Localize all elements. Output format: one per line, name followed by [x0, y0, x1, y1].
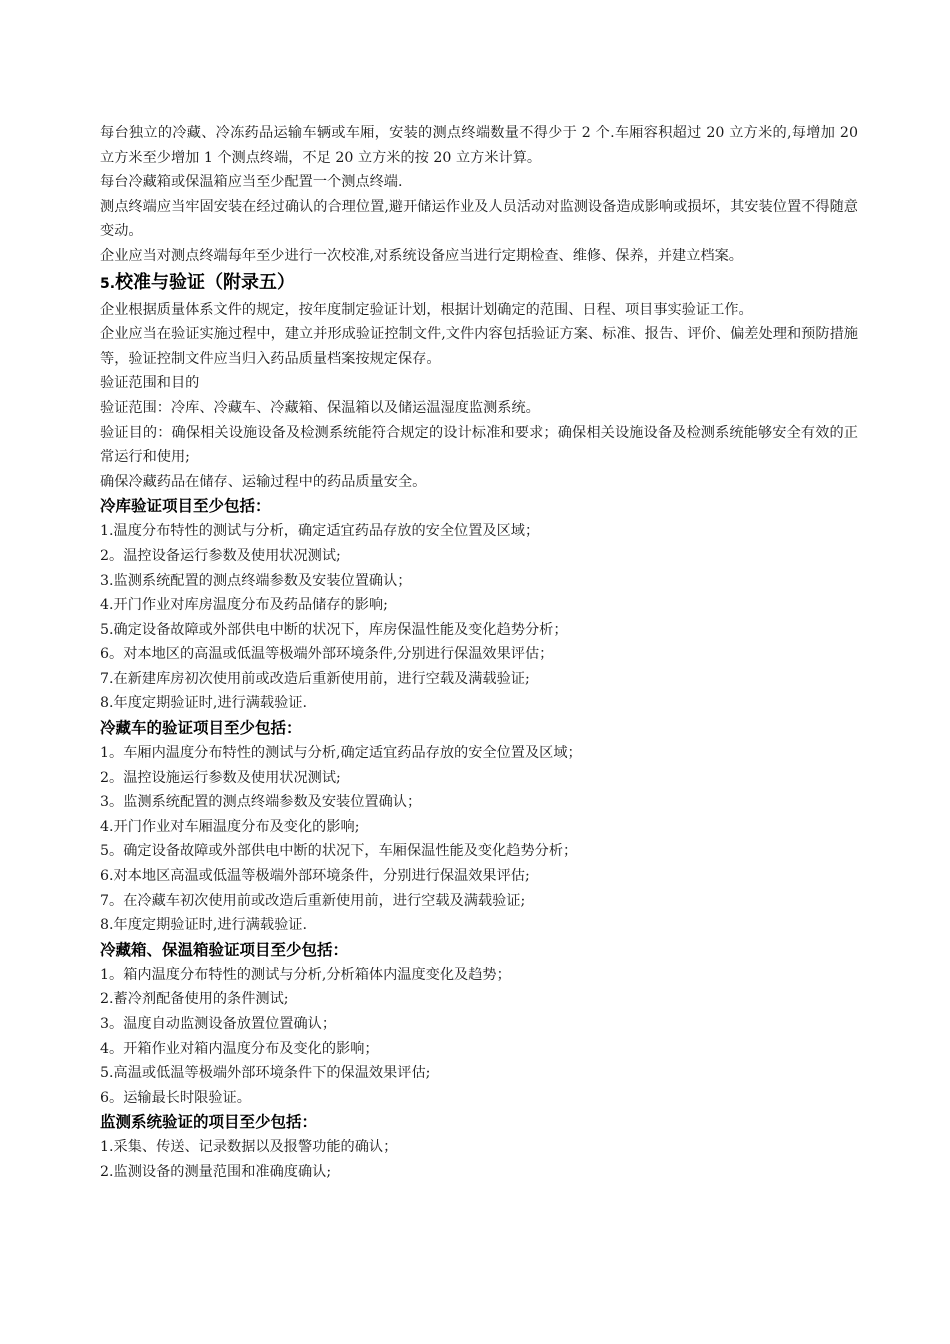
- list-item: 1。车厢内温度分布特性的测试与分析,确定适宜药品存放的安全位置及区域；: [100, 745, 582, 762]
- document-page: [100, 121, 858, 1185]
- section-5-paragraph: 验证目的：确保相关设施设备及检测系统能符合规定的设计标准和要求；确保相关设施设备及检测系统能够安全有效的正常运行和使用;: [100, 424, 858, 466]
- section-5-paragraph: 验证范围和目的: [100, 375, 200, 392]
- reefer-truck-heading: 冷藏车的验证项目至少包括：: [100, 719, 302, 738]
- list-item: 7.在新建库房初次使用前或改造后重新使用前，进行空载及满载验证;: [100, 670, 530, 687]
- list-item: 8.年度定期验证时,进行满载验证.: [100, 917, 307, 934]
- section-5-paragraph: 企业根据质量体系文件的规定，按年度制定验证计划，根据计划确定的范围、日程、项目事实验证工作。: [100, 301, 753, 318]
- list-item: 3。温度自动监测设备放置位置确认；: [100, 1016, 337, 1032]
- section-5-paragraph: 验证范围：冷库、冷藏车、冷藏箱、保温箱以及储运温湿度监测系统。: [100, 399, 540, 416]
- list-item: 1.温度分布特性的测试与分析，确定适宜药品存放的安全位置及区域；: [100, 523, 540, 540]
- intro-paragraph-4: 企业应当对测点终端每年至少进行一次校准,对系统设备应当进行定期检查、维修、保养，并建立档案。: [100, 247, 743, 264]
- list-item: 6.对本地区高温或低温等极端外部环境条件，分别进行保温效果评估;: [100, 868, 530, 885]
- list-item: 2.监测设备的测量范围和准确度确认;: [100, 1163, 332, 1180]
- section-5-heading: [100, 269, 858, 298]
- list-item: 1。箱内温度分布特性的测试与分析,分析箱体内温度变化及趋势；: [100, 966, 511, 983]
- list-item: 2。温控设备运行参数及使用状况测试;: [100, 547, 341, 564]
- list-item: 4.开门作业对车厢温度分布及变化的影响;: [100, 818, 360, 835]
- monitoring-system-heading: 监测系统验证的项目至少包括：: [100, 1113, 318, 1132]
- list-item: 5.确定设备故障或外部供电中断的状况下，库房保温性能及变化趋势分析；: [100, 621, 568, 638]
- list-item: 3。监测系统配置的测点终端参数及安装位置确认；: [100, 794, 422, 811]
- list-item: 8.年度定期验证时,进行满载验证.: [100, 695, 307, 712]
- list-item: 6。运输最长时限验证。: [100, 1089, 251, 1106]
- list-item: 2。温控设施运行参数及使用状况测试;: [100, 769, 341, 786]
- section-5-paragraph: 企业应当在验证实施过程中，建立并形成验证控制文件,文件内容包括验证方案、标准、报告、评价、偏差处理和预防措施等，验证控制文件应当归入药品质量档案按规定保存。: [100, 326, 858, 367]
- list-item: 5.高温或低温等极端外部环境条件下的保温效果评估;: [100, 1065, 431, 1082]
- insulated-box-heading: 冷藏箱、保温箱验证项目至少包括：: [100, 940, 349, 959]
- intro-paragraph-3: 测点终端应当牢固安装在经过确认的合理位置,避开储运作业及人员活动对监测设备造成影响或损坏，其安装位置不得随意变动。: [100, 198, 858, 240]
- intro-paragraph-1: 每台独立的冷藏、冷冻药品运输车辆或车厢，安装的测点终端数量不得少于 2 个.车厢容积超过 20 立方米的,每增加 20 立方米至少增加 1 个测点终端，不足 20 立方米的按 20 立方米计算。: [100, 125, 858, 166]
- list-item: 4.开门作业对库房温度分布及药品储存的影响;: [100, 597, 388, 614]
- list-item: 3.监测系统配置的测点终端参数及安装位置确认；: [100, 572, 412, 589]
- list-item: 4。开箱作业对箱内温度分布及变化的影响；: [100, 1040, 379, 1057]
- list-item: 1.采集、传送、记录数据以及报警功能的确认；: [100, 1139, 398, 1156]
- list-item: 5。确定设备故障或外部供电中断的状况下，车厢保温性能及变化趋势分析；: [100, 843, 578, 860]
- intro-paragraph-2: 每台冷藏箱或保温箱应当至少配置一个测点终端.: [100, 174, 403, 191]
- section-5-title: 校准与验证（附录五）: [115, 271, 296, 293]
- list-item: 6。对本地区的高温或低温等极端外部环境条件,分别进行保温效果评估；: [100, 646, 554, 663]
- list-item: 2.蓄冷剂配备使用的条件测试;: [100, 991, 289, 1008]
- cold-storage-heading: 冷库验证项目至少包括：: [100, 497, 271, 516]
- section-5-number: 5.: [100, 275, 116, 292]
- section-5-paragraph: 确保冷藏药品在储存、运输过程中的药品质量安全。: [100, 473, 427, 490]
- list-item: 7。在冷藏车初次使用前或改造后重新使用前，进行空载及满载验证;: [100, 892, 526, 909]
